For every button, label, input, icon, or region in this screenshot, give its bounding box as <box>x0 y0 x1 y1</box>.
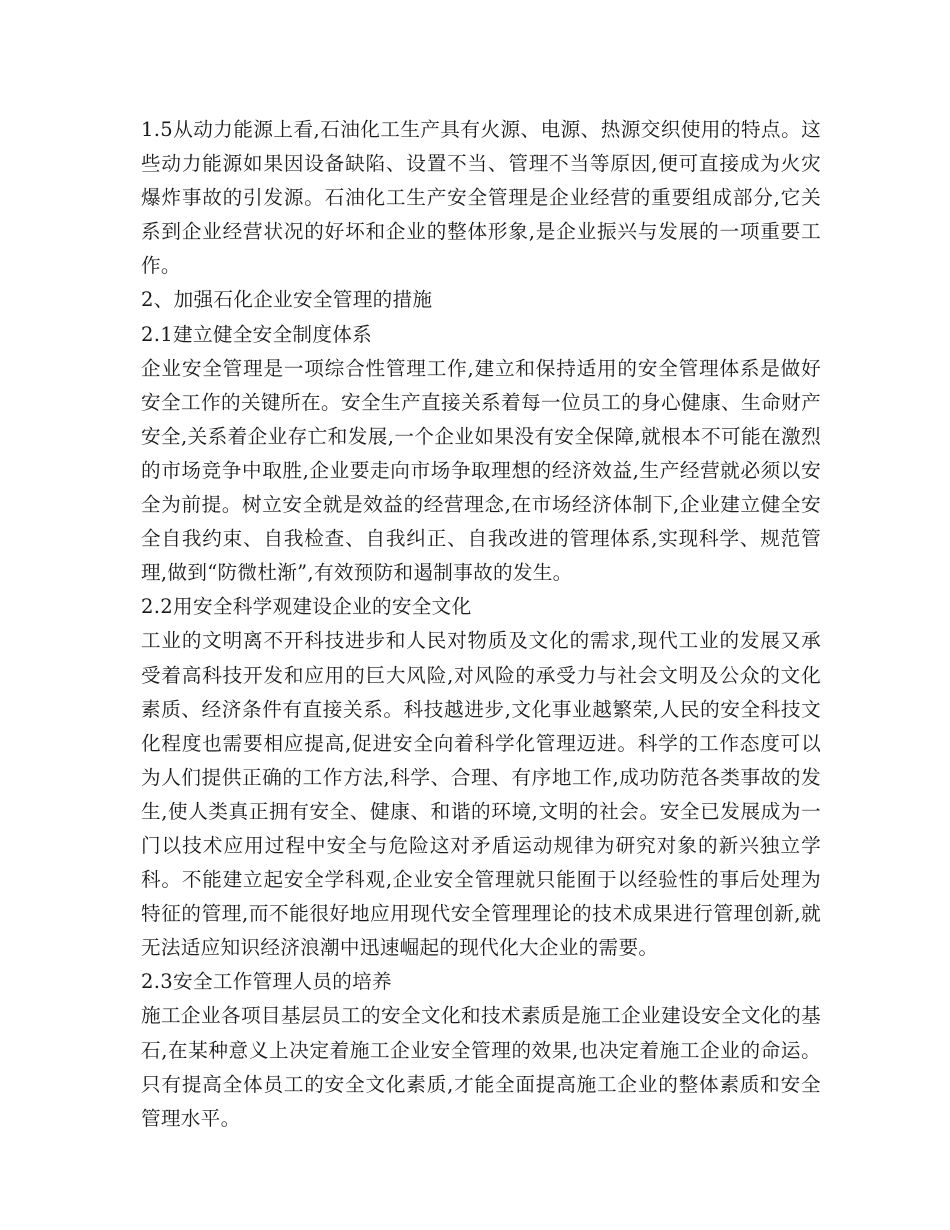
subsection-heading-2-1: 2.1建立健全安全制度体系 <box>141 322 372 346</box>
paragraph-2-3-staff-training: 施工企业各项目基层员工的安全文化和技术素质是施工企业建设安全文化的基石,在某种意义上决定着施工企业安全管理的效果,也决定着施工企业的命运。只有提高全体员工的安全文化素质,才能全面提高施工企业的整体素质和安全管理水平。 <box>141 1004 821 1130</box>
document-body <box>141 113 821 1136</box>
paragraph-1-5-energy-sources: 1.5从动力能源上看,石油化工生产具有火源、电源、热源交织使用的特点。这些动力能源如果因设备缺陷、设置不当、管理不当等原因,便可直接成为火灾爆炸事故的引发源。石油化工生产安全管理是企业经营的重要组成部分,它关系到企业经营状况的好坏和企业的整体形象,是企业振兴与发展的一项重要工作。 <box>141 118 821 278</box>
section-heading-2: 2、加强石化企业安全管理的措施 <box>141 288 433 312</box>
paragraph-2-1-safety-system: 企业安全管理是一项综合性管理工作,建立和保持适用的安全管理体系是做好安全工作的关键所在。安全生产直接关系着每一位员工的身心健康、生命财产安全,关系着企业存亡和发展,一个企业如果没有安全保障,就根本不可能在激烈的市场竞争中取胜,企业要走向市场争取理想的经济效益,生产经营就必须以安全为前提。树立安全就是效益的经营理念,在市场经济体制下,企业建立健全安全自我约束、自我检查、自我纠正、自我改进的管理体系,实现科学、规范管理,做到“防微杜渐”,有效预防和遏制事故的发生。 <box>141 356 821 585</box>
subsection-heading-2-3: 2.3安全工作管理人员的培养 <box>141 970 392 994</box>
paragraph-2-2-safety-culture: 工业的文明离不开科技进步和人民对物质及文化的需求,现代工业的发展又承受着高科技开发和应用的巨大风险,对风险的承受力与社会文明及公众的文化素质、经济条件有直接关系。科技越进步,文化事业越繁荣,人民的安全科技文化程度也需要相应提高,促进安全向着科学化管理迈进。科学的工作态度可以为人们提供正确的工作方法,科学、合理、有序地工作,成功防范各类事故的发生,使人类真正拥有安全、健康、和谐的环境,文明的社会。安全已发展成为一门以技术应用过程中安全与危险这对矛盾运动规律为研究对象的新兴独立学科。不能建立起安全学科观,企业安全管理就只能囿于以经验性的事后处理为特征的管理,而不能很好地应用现代安全管理理论的技术成果进行管理创新,就无法适应知识经济浪潮中迅速崛起的现代化大企业的需要。 <box>141 629 821 960</box>
subsection-heading-2-2: 2.2用安全科学观建设企业的安全文化 <box>141 595 472 619</box>
